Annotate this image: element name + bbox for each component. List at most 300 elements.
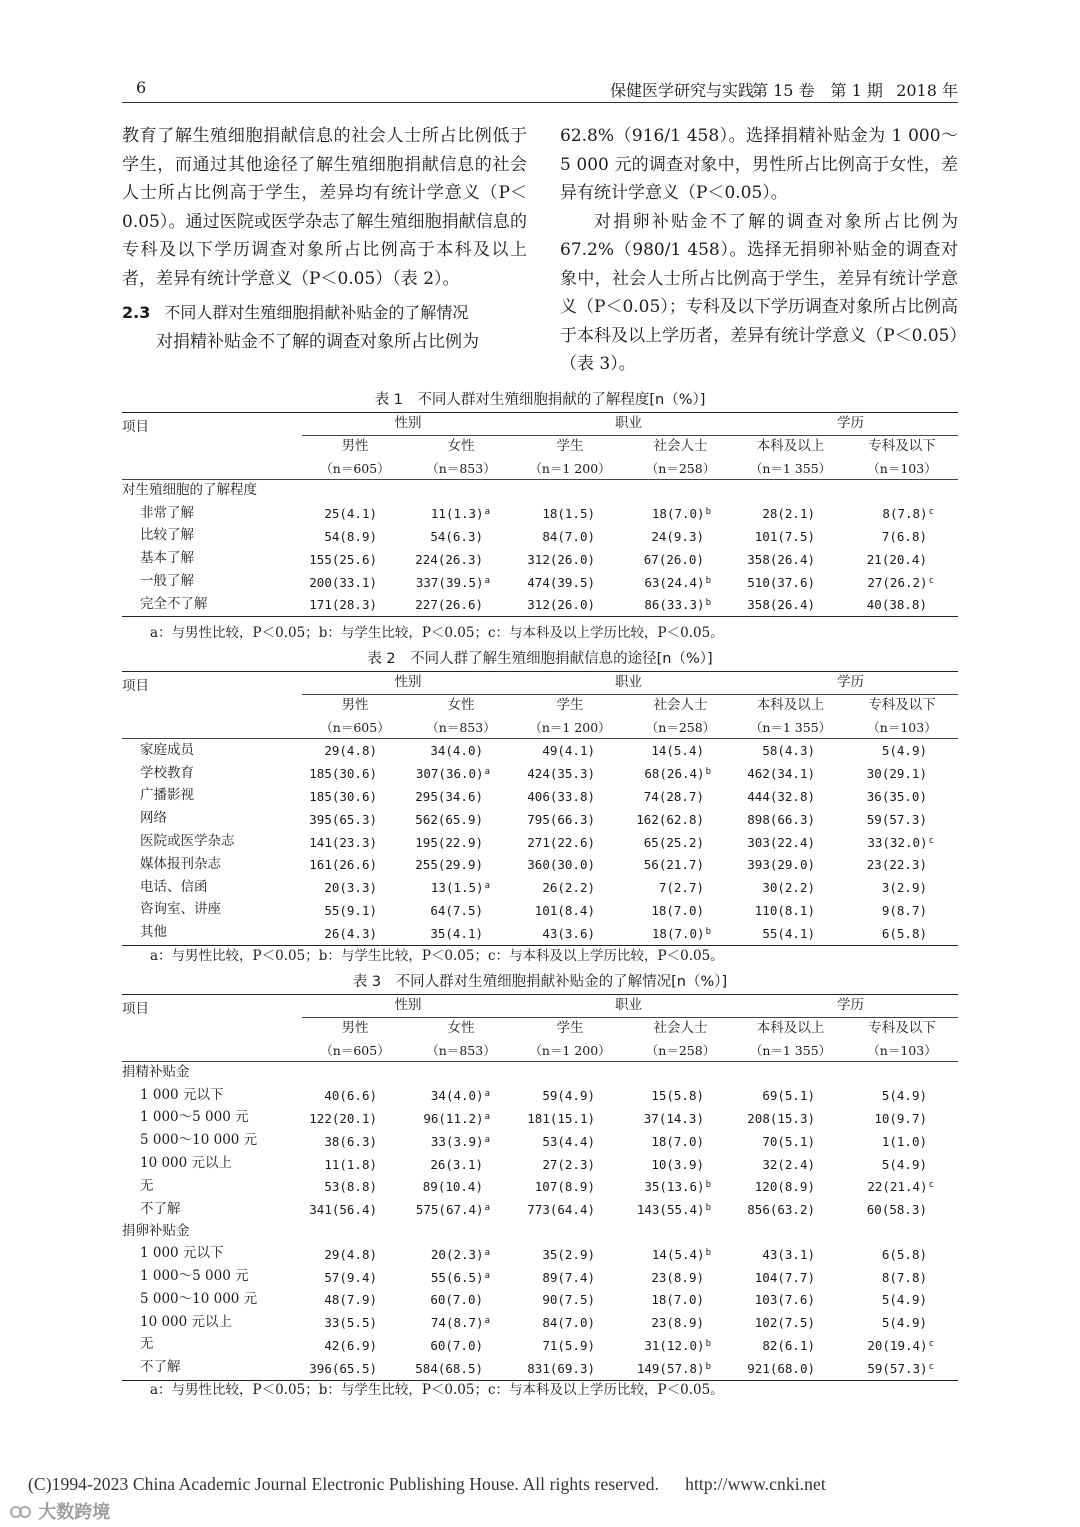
cell-value: 101(7.5) xyxy=(754,528,815,544)
table-cell xyxy=(514,1175,626,1198)
cell-value: 63(24.4) xyxy=(644,574,705,590)
table-cell xyxy=(735,593,846,616)
table-cell xyxy=(846,1130,958,1153)
cell-value: 36(35.0) xyxy=(866,788,927,804)
cell-value: 29(4.8) xyxy=(324,743,377,759)
cell-value: 20(19.4) xyxy=(867,1337,928,1353)
cell-value: 295(34.6) xyxy=(415,788,483,804)
table-row xyxy=(122,762,958,785)
table-1-caption: 表 1 不同人群对生殖细胞捐献的了解程度[n（%）] xyxy=(374,392,706,408)
cell-value: 161(26.6) xyxy=(309,857,377,873)
table-cell xyxy=(408,593,514,616)
cell-value: 70(5.1) xyxy=(762,1133,815,1149)
table-cell xyxy=(735,1153,846,1176)
table-cell xyxy=(408,502,514,525)
significance-mark: b xyxy=(705,1203,711,1214)
group-header-occupation: 职业 xyxy=(514,672,735,694)
table-cell xyxy=(735,876,846,899)
table-cell xyxy=(302,1288,408,1311)
table-cell xyxy=(514,1266,626,1289)
cell-value: 102(7.5) xyxy=(754,1315,815,1331)
table-2 xyxy=(122,671,958,946)
table-cell xyxy=(735,1334,846,1357)
table-cell xyxy=(626,1107,735,1130)
table-cell xyxy=(514,1130,626,1153)
table-row xyxy=(122,1153,958,1176)
cell-value: 60(58.3) xyxy=(866,1202,927,1218)
cell-value: 23(8.9) xyxy=(651,1269,704,1285)
cell-value: 8(7.8) xyxy=(882,506,928,522)
table-row xyxy=(122,1357,958,1380)
table-cell xyxy=(735,1130,846,1153)
row-label: 1 000～5 000 元 xyxy=(140,1268,249,1285)
cell-value: 34(4.0) xyxy=(430,743,483,759)
cell-value: 54(6.3) xyxy=(430,528,483,544)
watermark xyxy=(10,1498,110,1524)
table-cell xyxy=(626,922,735,945)
group-header-gender: 性别 xyxy=(302,995,514,1017)
table-cell xyxy=(846,1153,958,1176)
table-cell xyxy=(408,853,514,876)
cell-value: 54(8.9) xyxy=(324,528,377,544)
sample-size: （n＝853） xyxy=(408,1040,514,1062)
table-cell xyxy=(846,785,958,808)
row-label: 家庭成员 xyxy=(140,741,194,758)
table-cell xyxy=(302,831,408,854)
column-header: 社会人士 xyxy=(653,1019,708,1036)
table-row xyxy=(122,1288,958,1311)
table-cell xyxy=(302,922,408,945)
cell-value: 141(23.3) xyxy=(309,834,377,850)
item-header: 项目 xyxy=(122,995,302,1062)
table-cell xyxy=(302,1198,408,1221)
group-header-row xyxy=(122,995,958,1017)
cell-value: 64(7.5) xyxy=(430,902,483,918)
significance-mark: b xyxy=(705,507,711,518)
significance-mark: a xyxy=(484,881,490,892)
significance-mark: a xyxy=(484,575,490,586)
table-cell xyxy=(408,571,514,594)
group-header-row xyxy=(122,413,958,435)
table-cell xyxy=(408,1107,514,1130)
significance-mark: c xyxy=(928,1180,934,1191)
table-cell xyxy=(302,876,408,899)
row-label: 5 000～10 000 元 xyxy=(140,1132,258,1149)
cell-value: 358(26.4) xyxy=(747,597,815,613)
row-label: 电话、信函 xyxy=(140,878,208,895)
cell-value: 200(33.1) xyxy=(309,574,377,590)
column-header: 学生 xyxy=(556,437,584,454)
table-cell xyxy=(514,853,626,876)
table-cell xyxy=(846,1107,958,1130)
table-1-note: a：与男性比较，P＜0.05；b：与学生比较，P＜0.05；c：与本科及以上学历比较，P＜0.05。 xyxy=(150,625,724,641)
table-cell xyxy=(408,922,514,945)
cell-value: 104(7.7) xyxy=(754,1269,815,1285)
table-cell xyxy=(846,853,958,876)
cell-value: 18(7.0) xyxy=(651,902,704,918)
cell-value: 831(69.3) xyxy=(527,1360,595,1376)
table-row xyxy=(122,1243,958,1266)
table-cell xyxy=(846,1334,958,1357)
sample-size: （n＝853） xyxy=(408,717,514,739)
cell-value: 11(1.3) xyxy=(430,506,484,522)
cell-value: 307(36.0) xyxy=(415,766,484,782)
cell-value: 20(2.3) xyxy=(430,1246,484,1262)
cell-value: 20(3.3) xyxy=(324,880,377,896)
cell-value: 48(7.9) xyxy=(324,1292,377,1308)
significance-mark: b xyxy=(705,1338,711,1349)
cell-value: 18(1.5) xyxy=(542,506,595,522)
table-cell xyxy=(846,1266,958,1289)
significance-mark: b xyxy=(705,1180,711,1191)
column-header: 学生 xyxy=(556,1019,584,1036)
significance-mark: a xyxy=(484,1270,490,1281)
cell-value: 53(4.4) xyxy=(542,1133,595,1149)
cell-value: 444(32.8) xyxy=(747,788,815,804)
table-cell xyxy=(735,808,846,831)
cell-value: 360(30.0) xyxy=(527,857,595,873)
row-label: 广播影视 xyxy=(140,787,194,804)
cell-value: 96(11.2) xyxy=(423,1110,484,1126)
table-cell xyxy=(408,1311,514,1334)
cell-value: 396(65.5) xyxy=(309,1360,377,1376)
cell-value: 921(68.0) xyxy=(747,1360,815,1376)
column-header: 专科及以下 xyxy=(868,437,936,454)
cell-value: 43(3.1) xyxy=(762,1246,815,1262)
table-cell xyxy=(302,1084,408,1107)
table-row xyxy=(122,1130,958,1153)
table-row xyxy=(122,1084,958,1107)
table-cell xyxy=(514,548,626,571)
cell-value: 856(63.2) xyxy=(747,1202,815,1218)
page-header xyxy=(122,76,958,103)
table-row xyxy=(122,1266,958,1289)
page-number: 6 xyxy=(136,78,147,97)
table-cell xyxy=(626,739,735,762)
table-cell xyxy=(626,876,735,899)
row-label: 10 000 元以上 xyxy=(140,1313,233,1330)
cell-value: 30(29.1) xyxy=(866,766,927,782)
cell-value: 24(9.3) xyxy=(651,528,704,544)
table-cell xyxy=(626,1175,735,1198)
table-cell xyxy=(514,1153,626,1176)
table-cell xyxy=(626,1198,735,1221)
cell-value: 74(28.7) xyxy=(643,788,704,804)
table-row xyxy=(122,548,958,571)
table-cell xyxy=(302,1153,408,1176)
table-cell xyxy=(735,548,846,571)
cell-value: 55(6.5) xyxy=(430,1269,484,1285)
section-row xyxy=(122,1221,958,1243)
cell-value: 13(1.5) xyxy=(430,880,484,896)
cell-value: 312(26.0) xyxy=(527,597,595,613)
row-label: 捐精补贴金 xyxy=(122,1064,190,1081)
cell-value: 40(6.6) xyxy=(324,1088,377,1104)
table-cell xyxy=(408,1357,514,1380)
cell-value: 23(22.3) xyxy=(866,857,927,873)
table-cell xyxy=(408,1334,514,1357)
table-cell xyxy=(408,1198,514,1221)
cell-value: 11(1.8) xyxy=(324,1156,377,1172)
table-cell xyxy=(408,785,514,808)
cell-value: 14(5.4) xyxy=(651,743,704,759)
cell-value: 18(7.0) xyxy=(651,506,705,522)
cell-value: 14(5.4) xyxy=(651,1246,705,1262)
column-header: 专科及以下 xyxy=(868,696,936,713)
table-cell xyxy=(302,1107,408,1130)
cell-value: 395(65.3) xyxy=(309,811,377,827)
table-cell xyxy=(626,853,735,876)
cell-value: 341(56.4) xyxy=(309,1202,377,1218)
significance-mark: a xyxy=(484,1203,490,1214)
row-label: 其他 xyxy=(140,924,167,941)
table-cell xyxy=(735,739,846,762)
cell-value: 358(26.4) xyxy=(747,551,815,567)
table-cell xyxy=(514,808,626,831)
cell-value: 21(20.4) xyxy=(866,551,927,567)
column-header: 男性 xyxy=(341,696,369,713)
cell-value: 68(26.4) xyxy=(644,766,705,782)
column-header: 女性 xyxy=(447,437,475,454)
column-header: 女性 xyxy=(447,696,475,713)
group-header-row xyxy=(122,672,958,694)
table-cell xyxy=(408,1243,514,1266)
cell-value: 101(8.4) xyxy=(534,902,595,918)
sample-size: （n＝605） xyxy=(302,458,408,480)
column-header: 女性 xyxy=(447,1019,475,1036)
significance-mark: c xyxy=(928,1361,934,1372)
table-cell xyxy=(408,548,514,571)
table-cell xyxy=(302,853,408,876)
table-2-note: a：与男性比较，P＜0.05；b：与学生比较，P＜0.05；c：与本科及以上学历比较，P＜0.05。 xyxy=(150,948,724,964)
table-cell xyxy=(626,1243,735,1266)
cell-value: 34(4.0) xyxy=(430,1088,484,1104)
cell-value: 18(7.0) xyxy=(651,925,705,941)
table-cell xyxy=(626,899,735,922)
table-row xyxy=(122,899,958,922)
table-cell xyxy=(626,785,735,808)
cell-value: 60(7.0) xyxy=(430,1292,483,1308)
table-cell xyxy=(514,1311,626,1334)
cell-value: 424(35.3) xyxy=(527,766,595,782)
row-label: 对生殖细胞的了解程度 xyxy=(122,482,257,499)
table-cell xyxy=(302,1334,408,1357)
table-cell xyxy=(514,785,626,808)
cell-value: 26(4.3) xyxy=(324,925,377,941)
cell-value: 89(10.4) xyxy=(422,1179,483,1195)
table-cell xyxy=(735,762,846,785)
table-cell xyxy=(626,1288,735,1311)
column-header: 男性 xyxy=(341,1019,369,1036)
table-row xyxy=(122,831,958,854)
table-2-caption: 表 2 不同人群了解生殖细胞捐献信息的途径[n（%）] xyxy=(367,651,713,667)
table-row xyxy=(122,1198,958,1221)
cell-value: 26(3.1) xyxy=(430,1156,483,1172)
table-cell xyxy=(846,1175,958,1198)
cell-value: 155(25.6) xyxy=(309,551,377,567)
cell-value: 42(6.9) xyxy=(324,1337,377,1353)
cell-value: 224(26.3) xyxy=(415,551,483,567)
item-header: 项目 xyxy=(122,413,302,480)
table-1 xyxy=(122,412,958,617)
table-cell xyxy=(302,502,408,525)
sample-size: （n＝103） xyxy=(846,1040,958,1062)
table-3 xyxy=(122,994,958,1381)
table-cell xyxy=(302,808,408,831)
publication-year: 2018 年 xyxy=(896,81,958,100)
column-header: 专科及以下 xyxy=(868,1019,936,1036)
table-row xyxy=(122,1175,958,1198)
cell-value: 23(8.9) xyxy=(651,1315,704,1331)
cell-value: 84(7.0) xyxy=(542,1315,595,1331)
sample-size: （n＝258） xyxy=(626,458,735,480)
cell-value: 584(68.5) xyxy=(415,1360,483,1376)
significance-mark: c xyxy=(928,835,934,846)
table-cell xyxy=(408,1084,514,1107)
cell-value: 510(37.6) xyxy=(747,574,815,590)
table-cell xyxy=(846,808,958,831)
cell-value: 55(9.1) xyxy=(324,902,377,918)
cell-value: 35(13.6) xyxy=(644,1179,705,1195)
cell-value: 33(5.5) xyxy=(324,1315,377,1331)
table-cell xyxy=(514,1084,626,1107)
row-label: 非常了解 xyxy=(140,504,194,521)
cell-value: 27(2.3) xyxy=(542,1156,595,1172)
row-label: 网络 xyxy=(140,810,167,827)
cell-value: 67(26.0) xyxy=(643,551,704,567)
row-label: 无 xyxy=(140,1336,154,1353)
significance-mark: b xyxy=(705,598,711,609)
copyright-footer xyxy=(28,1474,826,1495)
table-row xyxy=(122,525,958,548)
table-cell xyxy=(846,739,958,762)
table-cell xyxy=(302,762,408,785)
cell-value: 406(33.8) xyxy=(527,788,595,804)
table-cell xyxy=(626,502,735,525)
table-cell xyxy=(735,922,846,945)
table-cell xyxy=(846,593,958,616)
cell-value: 337(39.5) xyxy=(415,574,484,590)
copyright-text: (C)1994-2023 China Academic Journal Electronic Publishing House. All rights reserved. xyxy=(28,1474,660,1494)
significance-mark: a xyxy=(484,507,490,518)
cell-value: 33(3.9) xyxy=(430,1133,484,1149)
table-cell xyxy=(735,831,846,854)
cell-value: 32(2.4) xyxy=(762,1156,815,1172)
table-cell xyxy=(408,1266,514,1289)
sample-size: （n＝103） xyxy=(846,458,958,480)
cell-value: 60(7.0) xyxy=(430,1337,483,1353)
cell-value: 28(2.1) xyxy=(762,506,815,522)
table-cell xyxy=(626,571,735,594)
cell-value: 227(26.6) xyxy=(415,597,483,613)
section-row xyxy=(122,1062,958,1084)
table-cell xyxy=(514,899,626,922)
cell-value: 69(5.1) xyxy=(762,1088,815,1104)
table-cell xyxy=(626,1130,735,1153)
significance-mark: a xyxy=(484,1089,490,1100)
cell-value: 5(4.9) xyxy=(881,1156,927,1172)
table-cell xyxy=(735,1311,846,1334)
sample-size: （n＝1 200） xyxy=(514,1040,626,1062)
table-cell xyxy=(846,1357,958,1380)
table-cell xyxy=(514,922,626,945)
table-cell xyxy=(302,1130,408,1153)
watermark-text: 大数跨境 xyxy=(38,1502,111,1523)
section-heading xyxy=(122,299,527,328)
sample-size: （n＝258） xyxy=(626,717,735,739)
table-cell xyxy=(846,1243,958,1266)
table-cell xyxy=(408,762,514,785)
cell-value: 38(6.3) xyxy=(324,1133,377,1149)
table-cell xyxy=(302,1266,408,1289)
table-cell xyxy=(846,831,958,854)
cell-value: 773(64.4) xyxy=(527,1202,595,1218)
row-label: 1 000 元以下 xyxy=(140,1086,224,1103)
column-header: 社会人士 xyxy=(653,437,708,454)
row-label: 媒体报刊杂志 xyxy=(140,855,221,872)
table-cell xyxy=(514,593,626,616)
cell-value: 303(22.4) xyxy=(747,834,815,850)
column-header: 男性 xyxy=(341,437,369,454)
table-row xyxy=(122,571,958,594)
table-cell xyxy=(735,899,846,922)
table-cell xyxy=(846,502,958,525)
table-cell xyxy=(408,739,514,762)
cell-value: 6(5.8) xyxy=(881,925,927,941)
table-cell xyxy=(626,1334,735,1357)
cell-value: 30(2.2) xyxy=(762,880,815,896)
row-label: 1 000 元以下 xyxy=(140,1245,224,1262)
row-label: 医院或医学杂志 xyxy=(140,833,235,850)
table-cell xyxy=(302,571,408,594)
cell-value: 162(62.8) xyxy=(636,811,704,827)
cell-value: 185(30.6) xyxy=(309,788,377,804)
table-row xyxy=(122,502,958,525)
cell-value: 462(34.1) xyxy=(747,766,815,782)
cell-value: 82(6.1) xyxy=(762,1337,815,1353)
cell-value: 10(9.7) xyxy=(874,1110,927,1126)
table-cell xyxy=(514,739,626,762)
table-cell xyxy=(735,1243,846,1266)
table-row xyxy=(122,593,958,616)
cell-value: 120(8.9) xyxy=(754,1179,815,1195)
group-header-occupation: 职业 xyxy=(514,995,735,1017)
row-label: 一般了解 xyxy=(140,573,194,590)
cell-value: 18(7.0) xyxy=(651,1292,704,1308)
sample-size: （n＝1 200） xyxy=(514,717,626,739)
table-row xyxy=(122,853,958,876)
volume-issue: 第 15 卷 第 1 期 xyxy=(752,81,883,100)
table-cell xyxy=(846,525,958,548)
table-cell xyxy=(302,548,408,571)
significance-mark: a xyxy=(484,767,490,778)
section-title: 不同人群对生殖细胞捐献补贴金的了解情况 xyxy=(164,303,469,322)
row-label: 捐卵补贴金 xyxy=(122,1222,190,1239)
table-cell xyxy=(735,1084,846,1107)
row-label: 5 000～10 000 元 xyxy=(140,1290,258,1307)
table-cell xyxy=(408,808,514,831)
significance-mark: b xyxy=(705,1361,711,1372)
cell-value: 195(22.9) xyxy=(415,834,483,850)
significance-mark: a xyxy=(484,1247,490,1258)
table-cell xyxy=(302,1357,408,1380)
table-cell xyxy=(846,762,958,785)
table-cell xyxy=(626,1153,735,1176)
cell-value: 18(7.0) xyxy=(651,1133,704,1149)
cell-value: 208(15.3) xyxy=(747,1110,815,1126)
cell-value: 37(14.3) xyxy=(643,1110,704,1126)
cell-value: 29(4.8) xyxy=(324,1246,377,1262)
